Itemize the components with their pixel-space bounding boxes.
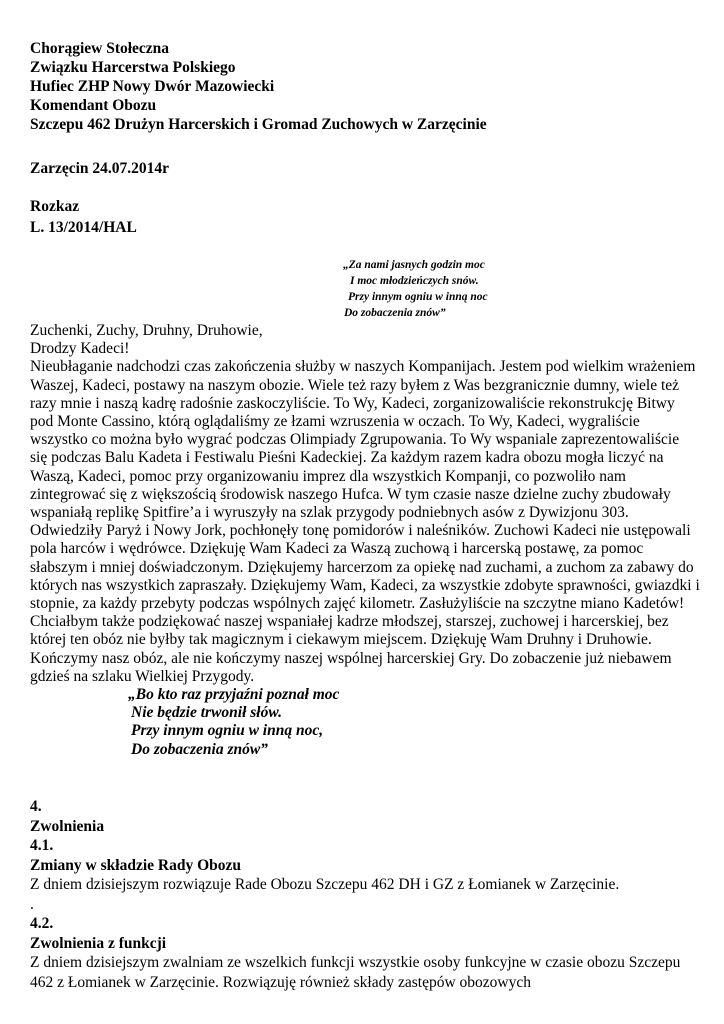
- order-number: L. 13/2014/HAL: [30, 219, 137, 236]
- section-title: Zwolnienia: [30, 817, 105, 835]
- closing-poem-line: Nie będzie trwonił słów.: [131, 704, 282, 722]
- subsection-title: Zmiany w składzie Rady Obozu: [30, 856, 242, 874]
- body-paragraph: Nieubłaganie nadchodzi czas zakończenia służby w naszych Kompanijach. Jestem pod wielkim wrażeniem Waszej, Kadeci, postawy na naszym obozie. Wiele też razy byłem z Was bezgranicznie dumny, wiele też razy mnie i naszą kadrę radośnie zaskoczyliście. To Wy, Kadeci, zorganizowaliście rekonstrukcję Bitwy pod Monte Cassino, którą oglądaliśmy ze łzami wzruszenia w oczach. To Wy, Kadeci, wygraliście wszystko co można było wygrać podczas Olimpiady Zgrupowania. To Wy wspaniale zaprezentowaliście się podczas Balu Kadeta i Festiwalu Pieśni Kadeckiej. Za każdym razem kadra obozu mogła liczyć na Waszą, Kadeci, pomoc przy organizowaniu imprez dla wszystkich Kompanji, co pozwoliło nam zintegrować się z większością środowisk naszego Hufca. W tym czasie nasze dzielne zuchy zbudowały wspaniałą replikę Spitfire’a i wyruszyły na szlak przygody podniebnych asów z Dywizjonu 303. Odwiedziły Paryż i Nowy Jork, pochłonęły tonę pomidorów i naleśników. Zuchowi Kadeci nie ustępowali pola harców i wędrówce. Dziękuję Wam Kadeci za Waszą zuchową i harcerską postawę, za pomoc słabszym i mniej doświadczonym. Dziękujemy harcerzom za opiekę nad zuchami, a zuchom za zabawy do których nas wszystkich zapraszały. Dziękujemy Wam, Kadeci, za wszystkie zdobyte sprawności, gwiazdki i stopnie, za każdy przebyty podczas wspólnych zajęć kilometr. Zasłużyliście na szczytne miano Kadetów!: [30, 358, 700, 613]
- order-date: Zarzęcin 24.07.2014r: [30, 160, 170, 177]
- header-line-banner: Chorągiew Stołeczna: [30, 40, 170, 57]
- greeting-line: Zuchenki, Zuchy, Druhny, Druhowie,: [30, 322, 263, 339]
- header-line-district: Hufiec ZHP Nowy Dwór Mazowiecki: [30, 78, 275, 95]
- dismissals-section: [30, 797, 700, 992]
- subsection-text: Z dniem dzisiejszym zwalniam ze wszelkich funkcji wszystkie osoby funkcyjne w czasie obozu Szczepu 462 z Łomianek w Zarzęcinie. Rozwiązuję również składy zastępów obozowych: [30, 954, 681, 991]
- letter-body: [30, 322, 700, 759]
- closing-poem-line: Przy innym ogniu w inną noc,: [131, 722, 324, 740]
- epigraph-line: „Za nami jasnych godzin moc: [343, 259, 485, 271]
- closing-poem-line: „Bo kto raz przyjaźni poznał moc: [128, 686, 340, 704]
- greeting-line: Drodzy Kadeci!: [30, 340, 130, 358]
- epigraph-line: Do zobaczenia znów”: [344, 307, 446, 319]
- closing-poem-line: Do zobaczenia znów”: [131, 740, 268, 758]
- subsection-title: Zwolnienia z funkcji: [30, 934, 167, 952]
- header-line-commander: Komendant Obozu: [30, 97, 157, 114]
- subsection-number: 4.2.: [30, 915, 54, 932]
- order-title: Rozkaz: [30, 198, 80, 215]
- epigraph-line: I moc młodzieńczych snów.: [350, 275, 479, 287]
- header-line-association: Związku Harcerstwa Polskiego: [30, 59, 236, 76]
- header-line-troop: Szczepu 462 Drużyn Harcerskich i Gromad Zuchowych w Zarzęcinie: [30, 116, 487, 133]
- closing-poem: [128, 686, 700, 759]
- subsection-number: 4.1.: [30, 837, 54, 854]
- section-number: 4.: [30, 798, 42, 815]
- subsection-text: Z dniem dzisiejszym rozwiązuje Rade Obozu Szczepu 462 DH i GZ z Łomianek w Zarzęcinie.: [30, 876, 620, 893]
- order-heading: [30, 196, 137, 238]
- epigraph-line: Przy innym ogniu w inną noc: [348, 291, 488, 303]
- stray-dot: .: [30, 895, 34, 913]
- epigraph: [343, 257, 488, 321]
- issuer-header: [30, 39, 487, 134]
- body-paragraph: Chciałbym także podziękować naszej wspaniałej kadrze młodszej, starszej, zuchowej i harcerskiej, bez której ten obóz nie byłby tak magicznym i ciekawym miejscem. Dziękuję Wam Druhny i Druhowie. Kończymy nasz obóz, ale nie kończymy naszej wspólnej harcerskiej Gry. Do zobaczenie już niebawem gdzieś na szlaku Wielkiej Przygody.: [30, 613, 672, 685]
